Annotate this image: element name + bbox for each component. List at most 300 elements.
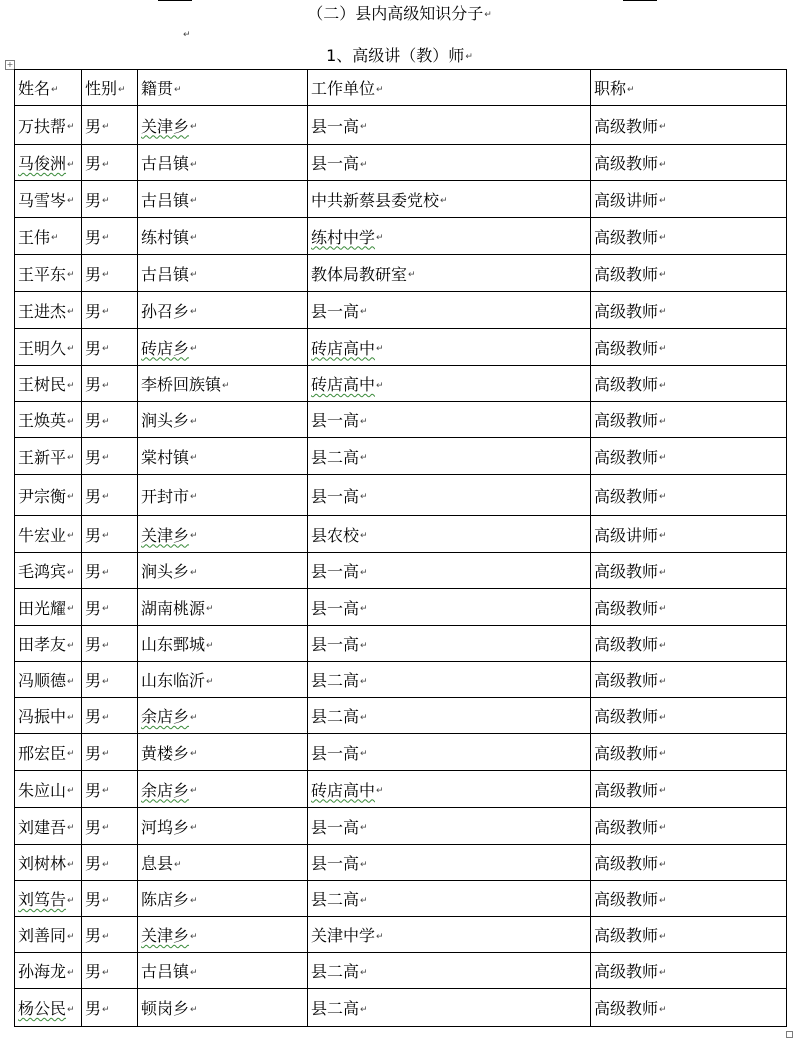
title-cell-text: 高级教师 [594,890,659,909]
name-cell [15,366,82,402]
title-cell-text: 高级教师 [594,338,659,358]
cell-mark-icon: ↵ [360,1004,368,1015]
cell-mark-icon: ↵ [174,859,182,870]
name-cell-text: 田光耀 [18,598,67,618]
name-cell-text: 王进杰 [18,301,67,321]
sex-cell [82,953,138,989]
origin-cell [138,475,308,516]
name-cell [15,402,82,438]
column-header [308,70,591,106]
sex-cell-text: 男 [85,707,102,726]
title-cell-text: 高级教师 [594,227,659,247]
cell-mark-icon: ↵ [102,307,110,317]
table-row [15,329,787,366]
cell-mark-icon: ↵ [659,492,667,502]
section-title-text: （二）县内高级知识分子 [307,4,484,23]
name-cell-text: 孙海龙 [18,962,67,981]
cell-mark-icon: ↵ [67,270,75,280]
sex-cell-text: 男 [85,890,102,909]
sex-cell [82,366,138,402]
unit-cell-text: 县一高 [311,154,360,173]
cell-mark-icon: ↵ [190,567,198,578]
cell-mark-icon: ↵ [67,307,75,317]
sex-cell [82,553,138,589]
cell-mark-icon: ↵ [376,84,384,95]
title-cell-text: 高级讲师 [594,525,659,545]
unit-cell-text: 县一高 [311,486,360,506]
sex-cell-text: 男 [85,525,102,545]
cell-mark-icon: ↵ [376,786,384,796]
cell-mark-icon: ↵ [102,270,110,280]
cell-mark-icon: ↵ [67,931,75,942]
cell-mark-icon: ↵ [102,786,110,796]
origin-cell-text: 山东鄄城 [141,635,206,654]
cell-mark-icon: ↵ [360,492,368,502]
name-cell [15,145,82,181]
column-header [591,70,787,106]
name-cell [15,218,82,255]
sex-cell-text: 男 [85,671,102,690]
unit-cell [308,808,591,845]
sex-cell-text: 男 [85,999,102,1018]
cell-mark-icon: ↵ [102,749,110,759]
cell-mark-icon: ↵ [190,1004,198,1015]
cell-mark-icon: ↵ [102,1004,110,1015]
table-resize-handle-icon[interactable] [786,1031,793,1038]
name-cell [15,662,82,698]
table-row [15,662,787,698]
origin-cell [138,953,308,989]
title-cell-text: 高级教师 [594,999,659,1018]
cell-mark-icon: ↵ [659,453,667,463]
unit-cell [308,881,591,917]
name-cell-text: 毛鸿宾 [18,562,67,581]
origin-cell-text: 关津乡 [141,116,190,136]
origin-cell-text: 余店乡 [141,707,190,726]
sex-cell-text: 男 [85,227,102,247]
sex-cell-text: 男 [85,562,102,581]
name-cell [15,438,82,475]
origin-cell [138,698,308,734]
name-cell-text: 冯顺德 [18,671,67,690]
title-cell [591,989,787,1027]
origin-cell [138,881,308,917]
cell-mark-icon: ↵ [190,492,198,502]
cell-mark-icon: ↵ [118,84,126,95]
origin-cell-text: 涧头乡 [141,562,190,581]
table-row [15,218,787,255]
sex-cell-text: 男 [85,116,102,136]
cell-mark-icon: ↵ [360,159,368,170]
unit-cell [308,292,591,329]
unit-cell-text: 县二高 [311,962,360,981]
column-header-text: 职称 [594,79,627,98]
cell-mark-icon: ↵ [360,531,368,541]
section-title [0,4,799,25]
column-header-text: 姓名 [18,79,51,98]
cell-mark-icon: ↵ [102,604,110,614]
sex-cell [82,626,138,662]
table-move-handle-icon[interactable]: + [6,60,14,69]
table-row [15,145,787,181]
title-cell [591,734,787,771]
title-cell-text: 高级教师 [594,707,659,726]
cell-mark-icon: ↵ [102,492,110,502]
table-body [15,70,787,1027]
column-header-text: 工作单位 [311,79,376,98]
cell-mark-icon: ↵ [102,823,110,833]
cell-mark-icon: ↵ [67,159,75,170]
sex-cell-text: 男 [85,411,102,430]
title-cell [591,881,787,917]
table-row [15,366,787,402]
title-cell-text: 高级教师 [594,635,659,654]
cell-mark-icon: ↵ [360,640,368,651]
name-cell [15,698,82,734]
title-cell [591,145,787,181]
name-cell-text: 王明久 [18,338,67,358]
sex-cell-text: 男 [85,635,102,654]
origin-cell-text: 余店乡 [141,780,190,800]
name-cell [15,771,82,808]
unit-cell [308,845,591,881]
name-cell-text: 刘树林 [18,854,67,873]
title-cell-text: 高级教师 [594,962,659,981]
sex-cell [82,808,138,845]
origin-cell-text: 顿岗乡 [141,999,190,1018]
unit-cell [308,475,591,516]
cell-mark-icon: ↵ [360,712,368,723]
cell-mark-icon: ↵ [659,749,667,759]
cell-mark-icon: ↵ [67,640,75,651]
cell-mark-icon: ↵ [408,270,416,280]
origin-cell [138,402,308,438]
origin-cell [138,917,308,953]
teacher-table [14,69,787,1027]
cell-mark-icon: ↵ [102,931,110,942]
sex-cell [82,402,138,438]
table-row [15,845,787,881]
origin-cell [138,516,308,553]
title-cell [591,917,787,953]
cell-mark-icon: ↵ [659,823,667,833]
unit-cell-text: 砖店高中 [311,375,376,394]
cell-mark-icon: ↵ [222,380,230,391]
cell-mark-icon: ↵ [67,416,75,427]
cell-mark-icon: ↵ [102,196,110,206]
origin-cell [138,106,308,145]
column-header [82,70,138,106]
cell-mark-icon: ↵ [376,233,384,243]
cell-mark-icon: ↵ [102,453,110,463]
table-row [15,698,787,734]
table-row [15,771,787,808]
cell-mark-icon: ↵ [190,967,198,978]
sex-cell-text: 男 [85,301,102,321]
name-cell-text: 王新平 [18,447,67,467]
cell-mark-icon: ↵ [659,233,667,243]
unit-cell [308,145,591,181]
sex-cell [82,589,138,626]
sex-cell [82,438,138,475]
table-row [15,475,787,516]
cell-mark-icon: ↵ [67,895,75,906]
cell-mark-icon: ↵ [102,895,110,906]
cell-mark-icon: ↵ [67,531,75,541]
cell-mark-icon: ↵ [659,895,667,906]
title-cell [591,106,787,145]
cell-mark-icon: ↵ [102,676,110,687]
origin-cell-text: 河坞乡 [141,817,190,837]
cell-mark-icon: ↵ [659,380,667,391]
sex-cell [82,329,138,366]
sex-cell [82,734,138,771]
cell-mark-icon: ↵ [67,122,75,132]
cell-mark-icon: ↵ [51,84,59,95]
sex-cell [82,516,138,553]
cell-mark-icon: ↵ [376,344,384,354]
title-cell-text: 高级教师 [594,116,659,136]
cell-mark-icon: ↵ [190,196,198,206]
cell-mark-icon: ↵ [102,159,110,170]
cell-mark-icon: ↵ [190,895,198,906]
cell-mark-icon: ↵ [627,84,635,95]
origin-cell-text: 古吕镇 [141,154,190,173]
cell-mark-icon: ↵ [67,859,75,870]
sex-cell-text: 男 [85,926,102,945]
cell-mark-icon: ↵ [360,307,368,317]
cell-mark-icon: ↵ [659,416,667,427]
table-row [15,106,787,145]
title-cell-text: 高级教师 [594,926,659,945]
sex-cell-text: 男 [85,817,102,837]
name-cell-text: 刘建吾 [18,817,67,837]
cell-mark-icon: ↵ [190,823,198,833]
name-cell [15,106,82,145]
sex-cell-text: 男 [85,154,102,173]
table-row [15,438,787,475]
name-cell-text: 王伟 [18,227,51,247]
unit-cell [308,989,591,1027]
sex-cell [82,255,138,292]
unit-cell [308,329,591,366]
table-row [15,626,787,662]
table-row [15,292,787,329]
cell-mark-icon: ↵ [102,416,110,427]
origin-cell [138,366,308,402]
unit-cell-text: 砖店高中 [311,338,376,358]
title-cell [591,553,787,589]
origin-cell-text: 古吕镇 [141,962,190,981]
cell-mark-icon: ↵ [102,567,110,578]
origin-cell-text: 湖南桃源 [141,598,206,618]
cell-mark-icon: ↵ [102,122,110,132]
origin-cell [138,218,308,255]
sex-cell [82,662,138,698]
table-row [15,589,787,626]
title-cell [591,953,787,989]
sex-cell [82,475,138,516]
cell-mark-icon: ↵ [67,823,75,833]
cell-mark-icon: ↵ [190,453,198,463]
cell-mark-icon: ↵ [360,604,368,614]
origin-cell-text: 孙召乡 [141,301,190,321]
name-cell-text: 杨公民 [18,999,67,1018]
origin-cell-text: 开封市 [141,486,190,506]
column-header-text: 籍贯 [141,79,174,98]
unit-cell [308,516,591,553]
origin-cell-text: 涧头乡 [141,411,190,430]
name-cell [15,917,82,953]
cell-mark-icon: ↵ [102,380,110,391]
name-cell [15,553,82,589]
sex-cell-text: 男 [85,854,102,873]
name-cell-text: 王树民 [18,375,67,394]
title-cell-text: 高级教师 [594,411,659,430]
cell-mark-icon: ↵ [659,676,667,687]
unit-cell [308,734,591,771]
title-cell [591,516,787,553]
title-cell [591,402,787,438]
name-cell [15,516,82,553]
name-cell [15,953,82,989]
origin-cell [138,662,308,698]
title-cell [591,292,787,329]
origin-cell-text: 棠村镇 [141,447,190,467]
cell-mark-icon: ↵ [67,567,75,578]
origin-cell [138,255,308,292]
unit-cell-text: 县一高 [311,817,360,837]
cell-mark-icon: ↵ [174,84,182,95]
title-cell-text: 高级教师 [594,671,659,690]
origin-cell-text: 古吕镇 [141,264,190,284]
cell-mark-icon: ↵ [102,640,110,651]
name-cell [15,626,82,662]
title-cell [591,255,787,292]
unit-cell-text: 县二高 [311,707,360,726]
cell-mark-icon: ↵ [659,567,667,578]
unit-cell-text: 县农校 [311,525,360,545]
unit-cell-text: 县一高 [311,411,360,430]
unit-cell [308,917,591,953]
column-header [138,70,308,106]
name-cell-text: 邢宏臣 [18,743,67,763]
cell-mark-icon: ↵ [190,122,198,132]
name-cell-text: 王平东 [18,264,67,284]
header-row [15,70,787,106]
cell-mark-icon: ↵ [190,531,198,541]
unit-cell [308,218,591,255]
cell-mark-icon: ↵ [190,233,198,243]
cell-mark-icon: ↵ [190,307,198,317]
unit-cell [308,366,591,402]
cell-mark-icon: ↵ [102,344,110,354]
cell-mark-icon: ↵ [190,749,198,759]
name-cell-text: 冯振中 [18,707,67,726]
table-row [15,917,787,953]
cell-mark-icon: ↵ [360,567,368,578]
name-cell [15,808,82,845]
table-row [15,553,787,589]
table-row [15,734,787,771]
paragraph-mark-icon: ↵ [484,9,492,20]
title-cell [591,329,787,366]
unit-cell-text: 练村中学 [311,227,376,247]
unit-cell [308,255,591,292]
origin-cell [138,553,308,589]
top-rule-right [623,0,657,1]
cell-mark-icon: ↵ [659,344,667,354]
title-cell [591,808,787,845]
cell-mark-icon: ↵ [67,380,75,391]
name-cell [15,845,82,881]
origin-cell [138,845,308,881]
cell-mark-icon: ↵ [67,492,75,502]
sex-cell-text: 男 [85,338,102,358]
origin-cell-text: 黄楼乡 [141,743,190,763]
origin-cell-text: 山东临沂 [141,671,206,690]
cell-mark-icon: ↵ [659,786,667,796]
unit-cell-text: 县二高 [311,999,360,1018]
sex-cell-text: 男 [85,598,102,618]
cell-mark-icon: ↵ [376,380,384,391]
cell-mark-icon: ↵ [190,712,198,723]
title-cell [591,181,787,218]
cell-mark-icon: ↵ [659,122,667,132]
unit-cell [308,662,591,698]
sex-cell [82,292,138,329]
cell-mark-icon: ↵ [190,159,198,170]
unit-cell-text: 县一高 [311,562,360,581]
cell-mark-icon: ↵ [360,749,368,759]
cell-mark-icon: ↵ [67,749,75,759]
cell-mark-icon: ↵ [360,676,368,687]
sex-cell-text: 男 [85,375,102,394]
title-cell-text: 高级教师 [594,598,659,618]
title-cell-text: 高级教师 [594,562,659,581]
cell-mark-icon: ↵ [659,531,667,541]
cell-mark-icon: ↵ [360,967,368,978]
unit-cell-text: 中共新蔡县委党校 [311,190,440,210]
title-cell-text: 高级教师 [594,447,659,467]
origin-cell [138,329,308,366]
cell-mark-icon: ↵ [360,453,368,463]
sex-cell [82,881,138,917]
name-cell [15,181,82,218]
cell-mark-icon: ↵ [67,967,75,978]
cell-mark-icon: ↵ [190,416,198,427]
sex-cell [82,845,138,881]
origin-cell [138,292,308,329]
unit-cell-text: 关津中学 [311,926,376,945]
origin-cell [138,438,308,475]
origin-cell-text: 关津乡 [141,926,190,945]
unit-cell [308,438,591,475]
name-cell-text: 马雪岑 [18,190,67,210]
unit-cell-text: 县二高 [311,890,360,909]
name-cell [15,329,82,366]
name-cell-text: 马俊洲 [18,154,67,173]
unit-cell-text: 县二高 [311,447,360,467]
title-cell-text: 高级教师 [594,264,659,284]
cell-mark-icon: ↵ [190,931,198,942]
table-row [15,989,787,1027]
table-row [15,255,787,292]
cell-mark-icon: ↵ [67,453,75,463]
sex-cell [82,145,138,181]
origin-cell-text: 陈店乡 [141,890,190,909]
origin-cell [138,808,308,845]
